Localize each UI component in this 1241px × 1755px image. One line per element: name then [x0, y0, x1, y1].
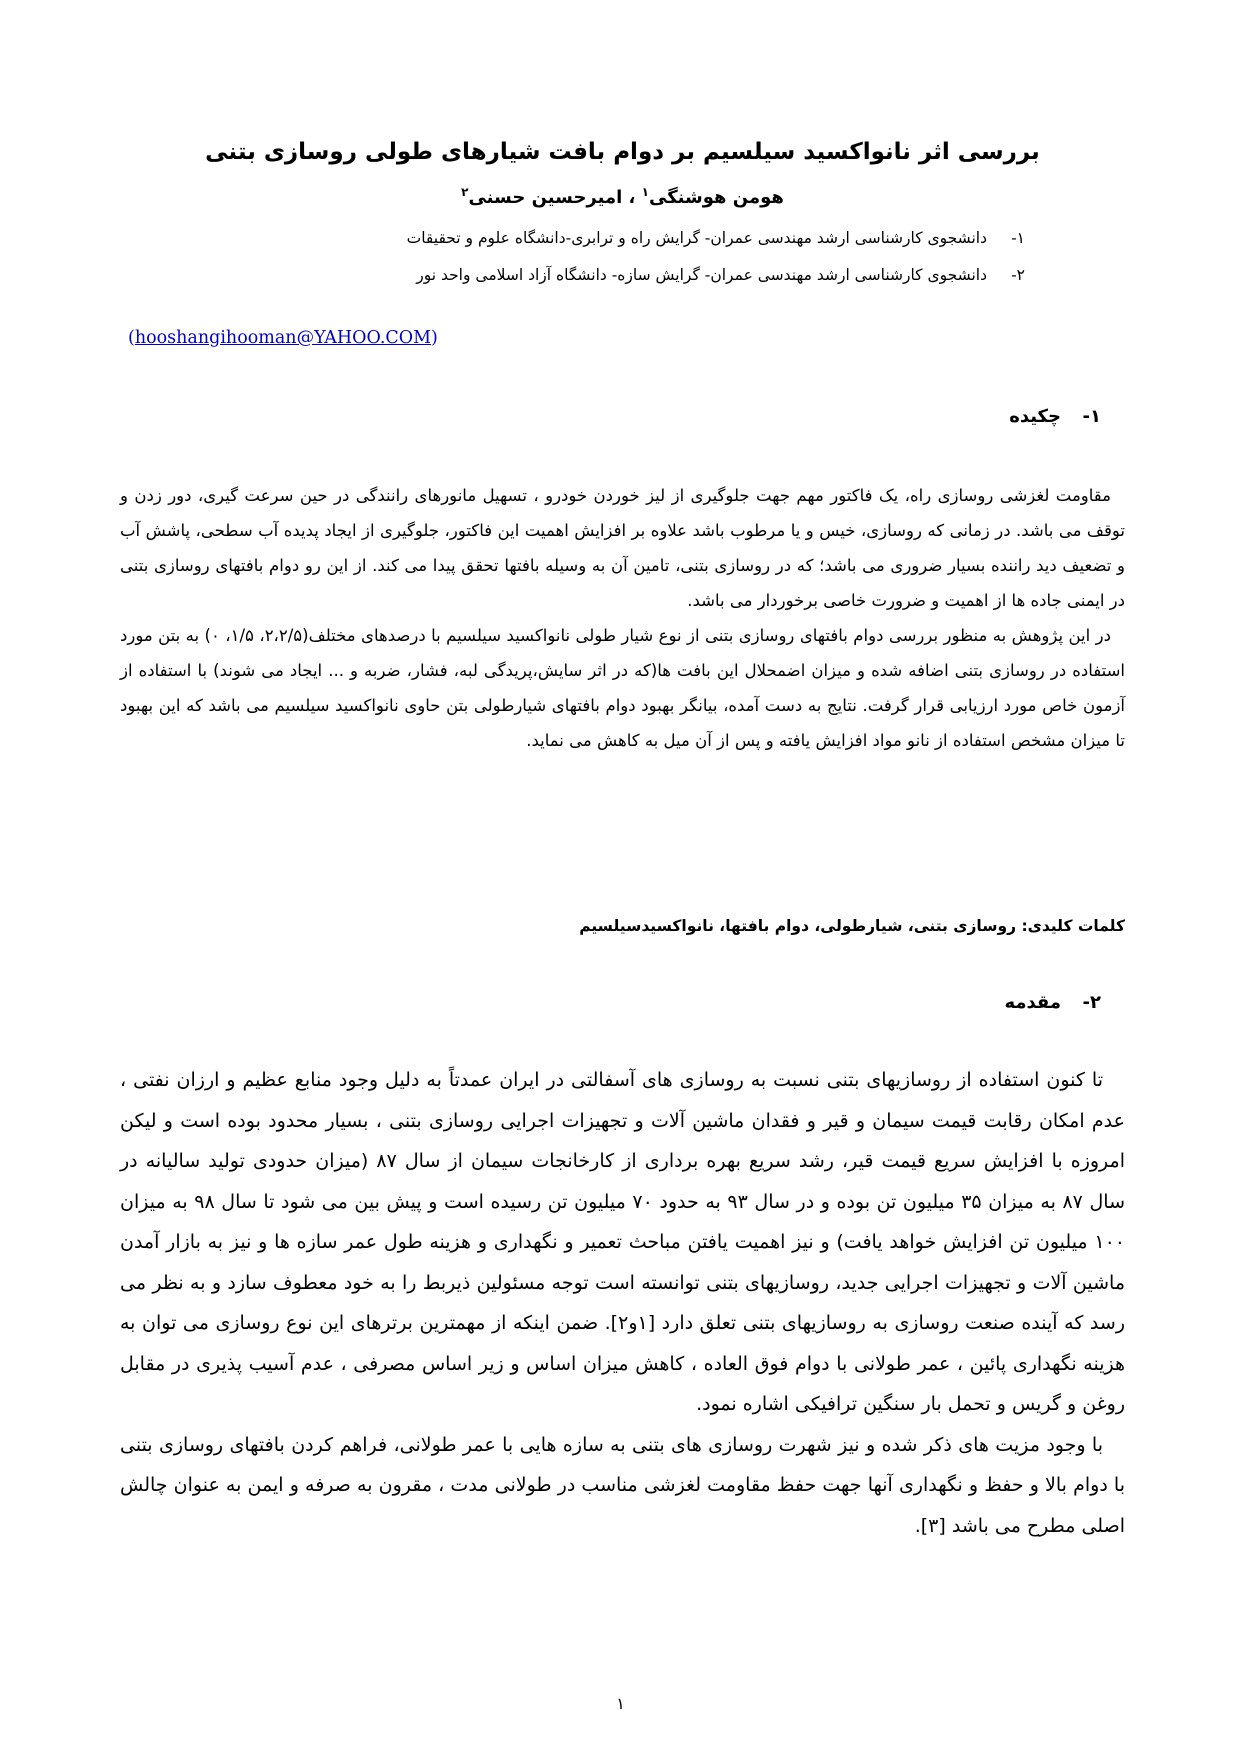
introduction-paragraph-1: تا کنون استفاده از روسازیهای بتنی نسبت به روسازی های آسفالتی در ایران عمدتاً به دلیل وجود منابع عظیم و ارزان نفتی ، عدم امکان رقابت قیمت سیمان و قیر و فقدان ماشین آلات و تجهیزات اجرایی روسازی بتنی ، بسیار محدود بوده است و لیکن امروزه با افزایش سریع قیمت قیر، رشد سریع بهره برداری از کارخانجات سیمان از سال ۸۷ (میزان حدودی تولید سالیانه در سال ۸۷ به میزان ۳۵ میلیون تن بوده و در سال ۹۳ به حدود ۷۰ میلیون تن رسیده است و پیش بین می شود تا سال ۹۸ به میزان ۱۰۰ میلیون تن افزایش خواهد یافت) و نیز اهمیت یافتن مباحث تعمیر و نگهداری و هزینه طول عمر سازه ها و نیز به بازار آمدن ماشین آلات و تجهیزات اجرایی جدید، روسازیهای بتنی توانسته است توجه مسئولین ذیربط را به خود معطوف سازد و به نظر می رسد که آینده صنعت روسازی به روسازیهای بتنی تعلق دارد [۱و۲]. ضمن اینکه از مهمترین برترهای این نوع روسازی می توان به هزینه نگهداری پائین ، عمر طولانی با دوام فوق العاده ، کاهش میزان اساس و زیر اساس مصرفی ، عدم آسیب پذیری در مقابل روغن و گریس و تحمل بار سنگین ترافیکی اشاره نمود. — [120, 1069, 1125, 1415]
introduction-heading-label: مقدمه — [1004, 992, 1061, 1013]
abstract-heading-label: چکیده — [1009, 406, 1061, 427]
email-paren-close: ) — [431, 328, 438, 348]
affiliation-item — [120, 257, 1025, 294]
keywords-text: روسازی بتنی، شیارطولی، دوام بافتها، نانواکسیدسیلسیم — [579, 917, 1017, 935]
abstract-heading-number: ۱- — [1082, 406, 1101, 427]
affiliation-text: دانشجوی کارشناسی ارشد مهندسی عمران- گرایش راه و ترابری-دانشگاه علوم و تحقیقات — [406, 229, 987, 247]
abstract-paragraph-2: در این پژوهش به منظور بررسی دوام بافتهای روسازی بتنی از نوع شیار طولی نانواکسید سیلسیم با درصدهای مختلف(۲،۲/۵، ۱/۵، ۰) به بتن مورد استفاده در روسازی بتنی اضافه شده و میزان اضمحلال این بافت ها(که در اثر سایش،پریدگی لبه، فشار، ضربه و ... ایجاد می شوند) با استفاده از آزمون خاص مورد ارزیابی قرار گرفت. نتایج به دست آمده، بیانگر بهبود دوام بافتهای شیارطولی بتن حاوی نانواکسید سیلسیم می باشد که این بهبود تا میزان مشخص استفاده از نانو مواد افزایش یافته و پس از آن میل به کاهش می نماید. — [120, 626, 1125, 750]
author-1-affiliation-ref: ۱ — [641, 185, 649, 199]
affiliations-list — [120, 220, 1125, 294]
abstract-body — [120, 478, 1125, 758]
email-line — [128, 328, 1125, 348]
email-paren-open: ( — [128, 328, 135, 348]
email-link[interactable]: hooshangihooman@YAHOO.COM — [134, 328, 432, 348]
affiliation-number: ۱- — [1011, 229, 1025, 247]
affiliation-item — [120, 220, 1025, 257]
abstract-section-heading — [120, 404, 1125, 430]
author-1-name: هومن هوشنگی — [648, 187, 784, 208]
affiliation-text: دانشجوی کارشناسی ارشد مهندسی عمران- گرایش سازه- دانشگاه آزاد اسلامی واحد نور — [416, 266, 987, 284]
page-number: ۱ — [616, 1694, 625, 1713]
introduction-body — [120, 1060, 1125, 1546]
author-2-affiliation-ref: ۲ — [461, 185, 469, 199]
introduction-heading-number: ۲- — [1082, 992, 1101, 1013]
author-2-name: امیرحسین حسنی — [468, 187, 623, 208]
authors-line — [120, 178, 1125, 212]
abstract-paragraph-1: مقاومت لغزشی روسازی راه، یک فاکتور مهم جهت جلوگیری از لیز خوردن خودرو ، تسهیل مانورهای رانندگی در حین سرعت گیری، دور زدن و توقف می باشد. در زمانی که روسازی، خیس و یا مرطوب باشد علاوه بر افزایش اهمیت این فاکتور، جلوگیری از ایجاد پدیده آب سطحی، پاشش آب و تضعیف دید راننده بسیار ضروری می باشد؛ که در روسازی بتنی، تامین آن به وسیله بافتها تحقق پیدا می کند. از این رو دوام بافتهای روسازی بتنی در ایمنی جاده ها از اهمیت و ضرورت خاصی برخوردار می باشد. — [120, 486, 1125, 610]
authors-separator: ، — [622, 187, 642, 208]
affiliation-number: ۲- — [1011, 266, 1025, 284]
introduction-paragraph-2: با وجود مزیت های ذکر شده و نیز شهرت روسازی های بتنی به سازه هایی با عمر طولانی، فراهم کردن بافتهای روسازی بتنی با دوام بالا و حفظ و نگهداری آنها جهت حفظ مقاومت لغزشی مناسب در طولانی مدت ، مقرون به صرفه و ایمن به عنوان چالش اصلی مطرح می باشد [۳]. — [120, 1433, 1125, 1537]
keywords-label: کلمات کلیدی: — [1021, 917, 1125, 935]
keywords-line — [120, 914, 1125, 938]
paper-title: بررسی اثر نانواکسید سیلسیم بر دوام بافت شیارهای طولی روسازی بتنی — [205, 139, 1040, 165]
introduction-section-heading — [120, 990, 1125, 1016]
